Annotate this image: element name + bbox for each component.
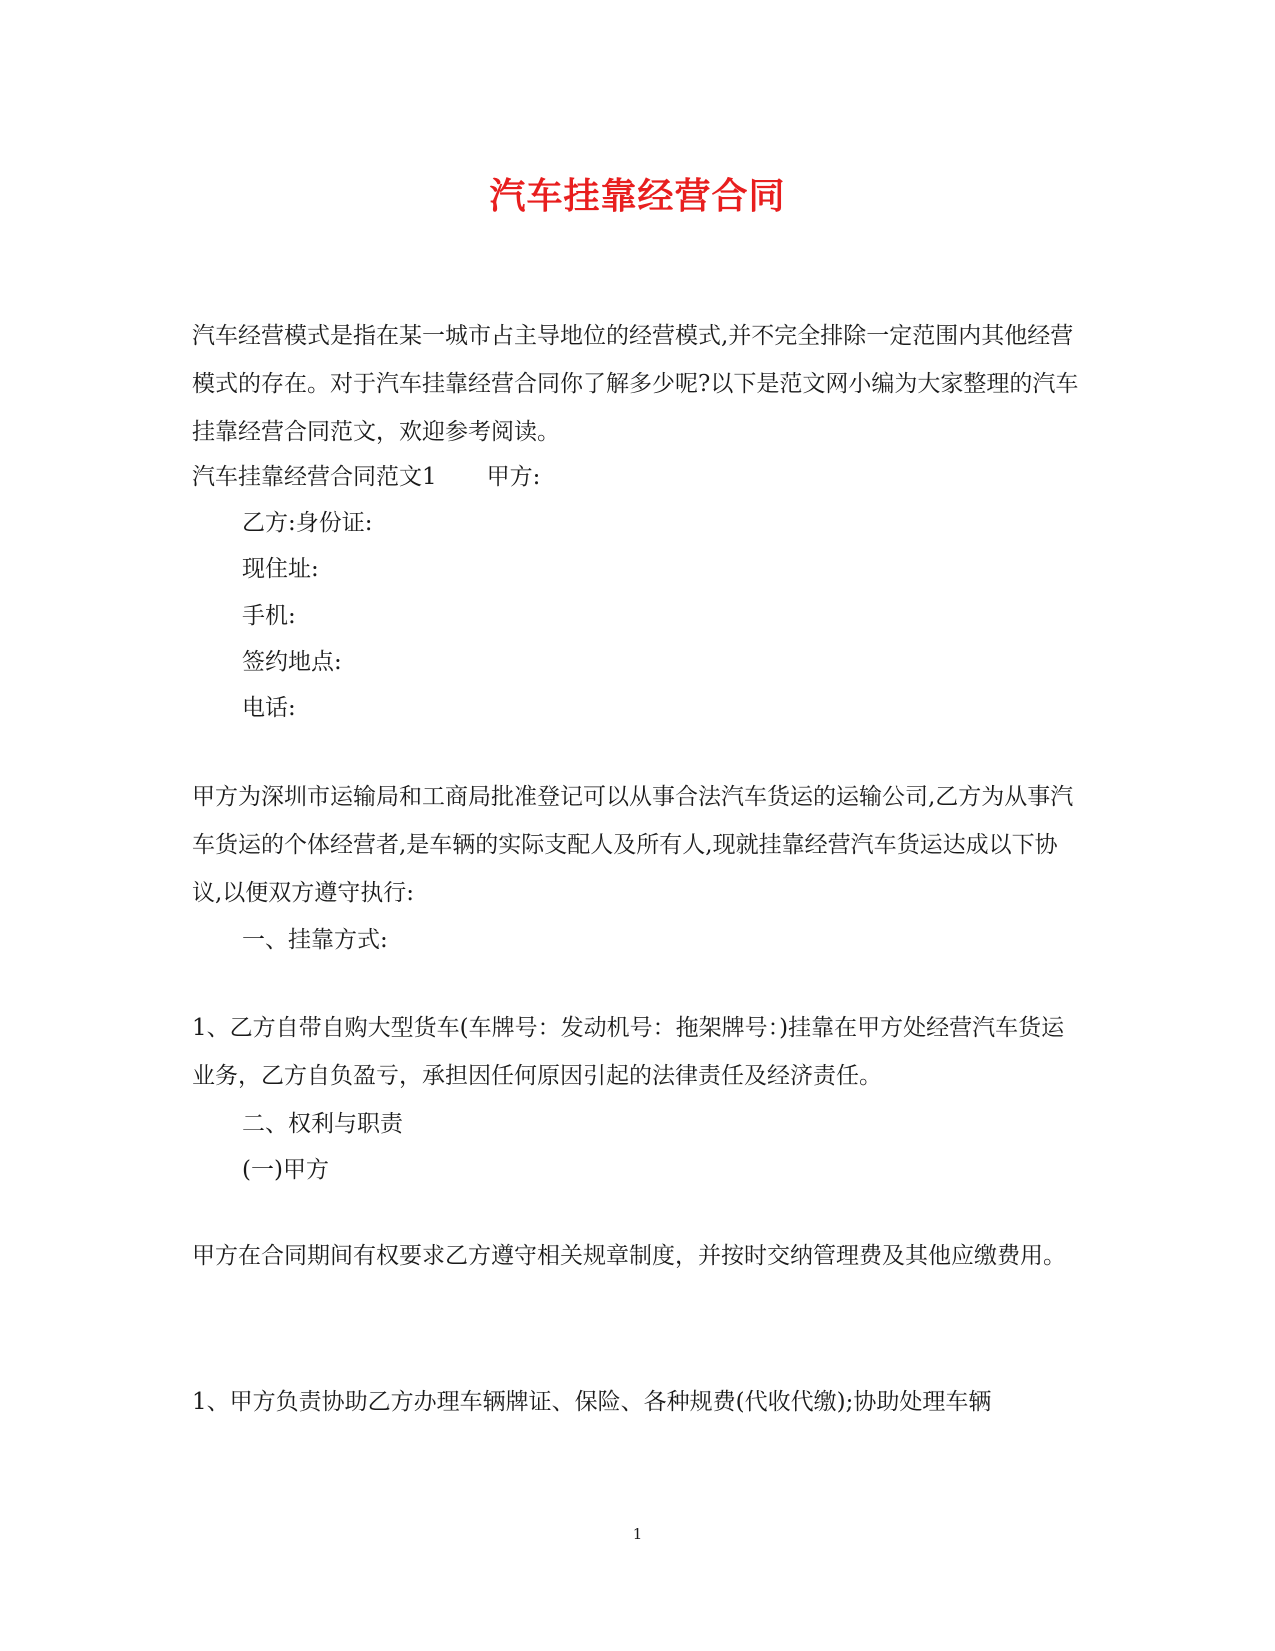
party-b-label: 乙方:身份证: [242,510,373,536]
address-label: 现住址: [242,556,319,582]
document-title: 汽车挂靠经营合同 [489,175,786,217]
section2-heading: 二、权利与职责 [242,1111,403,1137]
sample-heading: 汽车挂靠经营合同范文1 [192,464,437,490]
party-a-label: 甲方: [486,464,541,490]
section2-para1: 甲方在合同期间有权要求乙方遵守相关规章制度，并按时交纳管理费及其他应缴费用。 [192,1243,1066,1269]
phone-label: 电话: [242,695,296,721]
mobile-label: 手机: [242,603,296,629]
section1-item1: 1、乙方自带自购大型货车(车牌号：发动机号：拖架牌号：)挂靠在甲方处经营汽车货运业务，乙方自负盈亏，承担因任何原因引起的法律责任及经济责任。 [192,1015,1065,1089]
section2-item1: 1、甲方负责协助乙方办理车辆牌证、保险、各种规费(代收代缴);协助处理车辆 [192,1389,992,1415]
agreement-paragraph: 甲方为深圳市运输局和工商局批准登记可以从事合法汽车货运的运输公司,乙方为从事汽车货运的个体经营者,是车辆的实际支配人及所有人,现就挂靠经营汽车货运达成以下协议,以便双方遵守执行: [192,784,1074,906]
intro-paragraph: 汽车经营模式是指在某一城市占主导地位的经营模式,并不完全排除一定范围内其他经营模式的存在。对于汽车挂靠经营合同你了解多少呢?以下是范文网小编为大家整理的汽车挂靠经营合同范文，欢迎参考阅读。 [192,323,1079,445]
section1-heading: 一、挂靠方式: [242,927,388,953]
sign-place-label: 签约地点: [242,649,342,675]
section2-sub1: (一)甲方 [242,1157,329,1183]
page-number: 1 [632,1525,643,1543]
sample-heading-line [192,458,540,491]
